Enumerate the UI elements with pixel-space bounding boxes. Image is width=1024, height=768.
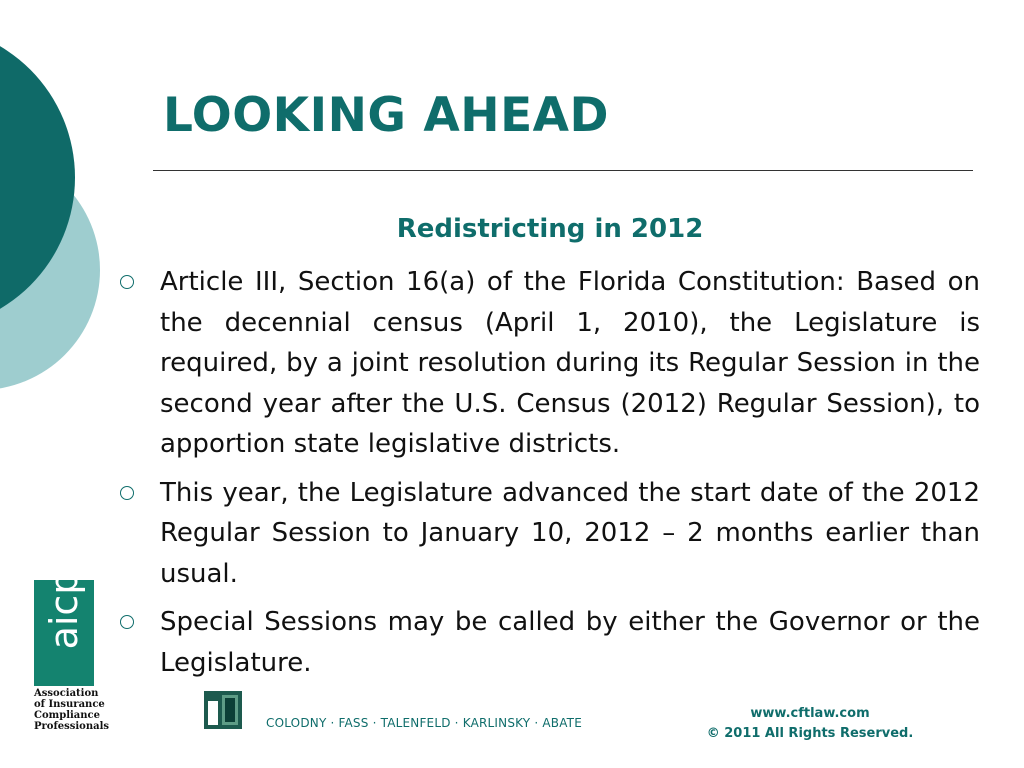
footer (700, 704, 920, 744)
copyright-text: © 2011 All Rights Reserved. (706, 726, 914, 741)
aicp-caption-line: Compliance (34, 710, 101, 721)
aicp-caption (34, 688, 109, 732)
bullet-circle-icon (120, 275, 134, 289)
aicp-logo (34, 570, 94, 686)
website-link[interactable]: www.cftlaw.com (750, 706, 870, 721)
bullet-circle-icon (120, 615, 134, 629)
bullet-text: Article III, Section 16(a) of the Florida Constitution: Based on the decennial census (April 1, 2010), the Legislature is required, by a joint resolution during its Regular Session in the second year after the U.S. Census (2012) Regular Session), to apportion state legislative districts. (160, 267, 980, 459)
bullet-item (120, 262, 980, 465)
aicp-caption-line: of Insurance (34, 699, 105, 710)
aicp-caption-line: Association (34, 688, 99, 699)
title-divider (153, 170, 973, 171)
bullet-text: This year, the Legislature advanced the start date of the 2012 Regular Session to January 10, 2012 – 2 months earlier than usual. (160, 477, 980, 589)
firm-logo-icon (204, 691, 242, 729)
aicp-logo-text: aicp (42, 570, 86, 650)
bullet-text: Special Sessions may be called by either the Governor or the Legislature. (160, 607, 980, 678)
bullet-item (120, 473, 980, 595)
bullet-item (120, 602, 980, 683)
slide-subtitle: Redistricting in 2012 (396, 214, 704, 244)
aicp-caption-line: Professionals (34, 721, 110, 732)
bullet-list (120, 262, 980, 691)
firm-name: COLODNY · FASS · TALENFELD · KARLINSKY · ABATE (266, 716, 582, 730)
slide-title: LOOKING AHEAD (163, 88, 610, 143)
bullet-circle-icon (120, 486, 134, 500)
